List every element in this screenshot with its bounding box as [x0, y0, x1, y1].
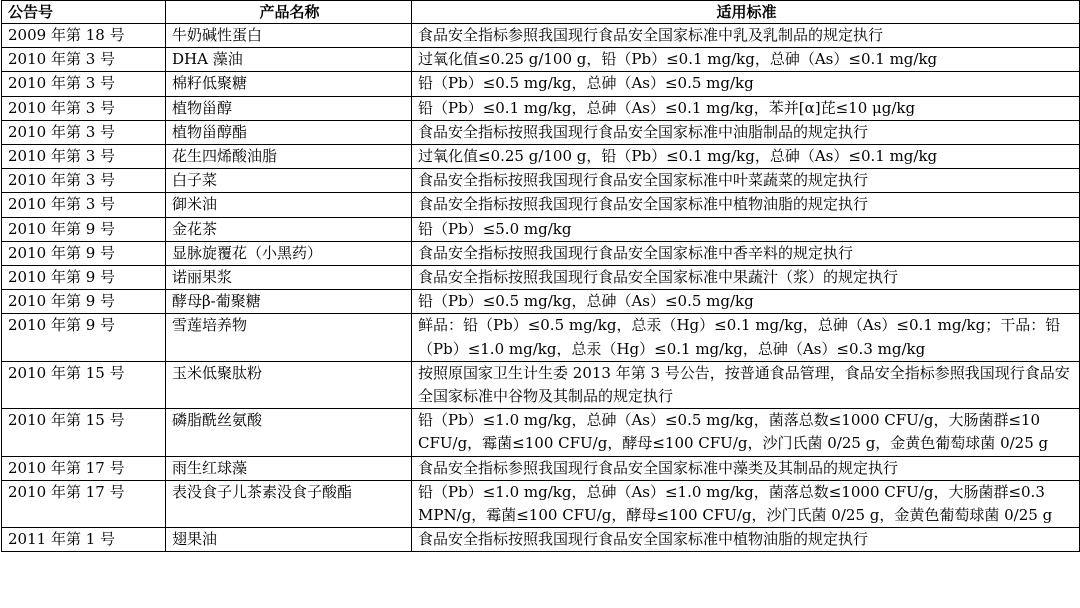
standard-cell: 食品安全指标按照我国现行食品安全国家标准中植物油脂的规定执行: [412, 193, 1080, 217]
product-name-cell: 植物甾醇酯: [166, 120, 412, 144]
standard-cell: 铅（Pb）≤1.0 mg/kg，总砷（As）≤0.5 mg/kg，菌落总数≤1000 CFU/g，大肠菌群≤10 CFU/g，霉菌≤100 CFU/g，酵母≤100 CFU/g，沙门氏菌 0/25 g，金黄色葡萄球菌 0/25 g: [412, 409, 1080, 456]
table-row: [2, 241, 1080, 265]
product-name-cell: 酵母β-葡聚糖: [166, 290, 412, 314]
announcement-no-cell: 2009 年第 18 号: [2, 24, 166, 48]
announcement-no-cell: 2010 年第 3 号: [2, 120, 166, 144]
product-name-cell: 雪莲培养物: [166, 314, 412, 361]
product-name-cell: 御米油: [166, 193, 412, 217]
product-name-cell: 白子菜: [166, 169, 412, 193]
standard-cell: 过氧化值≤0.25 g/100 g，铅（Pb）≤0.1 mg/kg，总砷（As）≤0.1 mg/kg: [412, 48, 1080, 72]
standard-cell: 食品安全指标按照我国现行食品安全国家标准中植物油脂的规定执行: [412, 528, 1080, 552]
standard-cell: 食品安全指标参照我国现行食品安全国家标准中乳及乳制品的规定执行: [412, 24, 1080, 48]
product-name-cell: 诺丽果浆: [166, 266, 412, 290]
announcement-no-cell: 2010 年第 9 号: [2, 290, 166, 314]
table-row: [2, 145, 1080, 169]
table-row: [2, 96, 1080, 120]
table-row: [2, 480, 1080, 527]
header-product-name: 产品名称: [166, 1, 412, 24]
announcement-no-cell: 2010 年第 9 号: [2, 217, 166, 241]
table-row: [2, 314, 1080, 361]
standard-cell: 铅（Pb）≤0.5 mg/kg，总砷（As）≤0.5 mg/kg: [412, 290, 1080, 314]
product-name-cell: 玉米低聚肽粉: [166, 361, 412, 408]
product-name-cell: 金花茶: [166, 217, 412, 241]
header-applicable-standard: 适用标准: [412, 1, 1080, 24]
standard-cell: 铅（Pb）≤0.5 mg/kg，总砷（As）≤0.5 mg/kg: [412, 72, 1080, 96]
standard-cell: 铅（Pb）≤1.0 mg/kg，总砷（As）≤1.0 mg/kg，菌落总数≤1000 CFU/g，大肠菌群≤0.3 MPN/g，霉菌≤100 CFU/g，酵母≤100 CFU/g，沙门氏菌 0/25 g，金黄色葡萄球菌 0/25 g: [412, 480, 1080, 527]
header-row: [2, 1, 1080, 24]
product-name-cell: 翅果油: [166, 528, 412, 552]
product-name-cell: 表没食子儿茶素没食子酸酯: [166, 480, 412, 527]
announcement-no-cell: 2010 年第 3 号: [2, 145, 166, 169]
product-name-cell: 植物甾醇: [166, 96, 412, 120]
table-row: [2, 169, 1080, 193]
standard-cell: 铅（Pb）≤0.1 mg/kg，总砷（As）≤0.1 mg/kg，苯并[α]芘≤10 μg/kg: [412, 96, 1080, 120]
announcement-no-cell: 2010 年第 15 号: [2, 409, 166, 456]
product-name-cell: 花生四烯酸油脂: [166, 145, 412, 169]
standard-cell: 食品安全指标按照我国现行食品安全国家标准中果蔬汁（浆）的规定执行: [412, 266, 1080, 290]
announcement-no-cell: 2010 年第 3 号: [2, 48, 166, 72]
table-row: [2, 193, 1080, 217]
header-announcement-no: 公告号: [2, 1, 166, 24]
product-name-cell: 雨生红球藻: [166, 456, 412, 480]
table-row: [2, 409, 1080, 456]
standard-cell: 食品安全指标参照我国现行食品安全国家标准中藻类及其制品的规定执行: [412, 456, 1080, 480]
product-name-cell: 磷脂酰丝氨酸: [166, 409, 412, 456]
table-row: [2, 217, 1080, 241]
announcement-no-cell: 2010 年第 9 号: [2, 241, 166, 265]
announcement-no-cell: 2010 年第 3 号: [2, 169, 166, 193]
standard-cell: 食品安全指标按照我国现行食品安全国家标准中油脂制品的规定执行: [412, 120, 1080, 144]
table-row: [2, 290, 1080, 314]
product-name-cell: 牛奶碱性蛋白: [166, 24, 412, 48]
announcement-no-cell: 2010 年第 3 号: [2, 96, 166, 120]
product-name-cell: 棉籽低聚糖: [166, 72, 412, 96]
product-name-cell: DHA 藻油: [166, 48, 412, 72]
standard-cell: 按照原国家卫生计生委 2013 年第 3 号公告，按普通食品管理，食品安全指标参照我国现行食品安全国家标准中谷物及其制品的规定执行: [412, 361, 1080, 408]
table-row: [2, 361, 1080, 408]
announcement-no-cell: 2010 年第 15 号: [2, 361, 166, 408]
announcement-no-cell: 2010 年第 3 号: [2, 72, 166, 96]
announcement-no-cell: 2010 年第 17 号: [2, 480, 166, 527]
standard-cell: 食品安全指标按照我国现行食品安全国家标准中叶菜蔬菜的规定执行: [412, 169, 1080, 193]
standard-cell: 过氧化值≤0.25 g/100 g，铅（Pb）≤0.1 mg/kg，总砷（As）≤0.1 mg/kg: [412, 145, 1080, 169]
table-row: [2, 72, 1080, 96]
announcement-no-cell: 2010 年第 3 号: [2, 193, 166, 217]
announcement-no-cell: 2011 年第 1 号: [2, 528, 166, 552]
standard-cell: 鲜品：铅（Pb）≤0.5 mg/kg，总汞（Hg）≤0.1 mg/kg，总砷（As）≤0.1 mg/kg；干品：铅（Pb）≤1.0 mg/kg，总汞（Hg）≤0.1 mg/kg，总砷（As）≤0.3 mg/kg: [412, 314, 1080, 361]
standard-cell: 食品安全指标按照我国现行食品安全国家标准中香辛料的规定执行: [412, 241, 1080, 265]
announcement-no-cell: 2010 年第 9 号: [2, 314, 166, 361]
table-row: [2, 48, 1080, 72]
standard-cell: 铅（Pb）≤5.0 mg/kg: [412, 217, 1080, 241]
announcement-no-cell: 2010 年第 17 号: [2, 456, 166, 480]
table-row: [2, 456, 1080, 480]
announcement-no-cell: 2010 年第 9 号: [2, 266, 166, 290]
table-row: [2, 120, 1080, 144]
table-row: [2, 24, 1080, 48]
table-row: [2, 266, 1080, 290]
standards-table: [1, 0, 1080, 552]
table-row: [2, 528, 1080, 552]
product-name-cell: 显脉旋覆花（小黑药）: [166, 241, 412, 265]
